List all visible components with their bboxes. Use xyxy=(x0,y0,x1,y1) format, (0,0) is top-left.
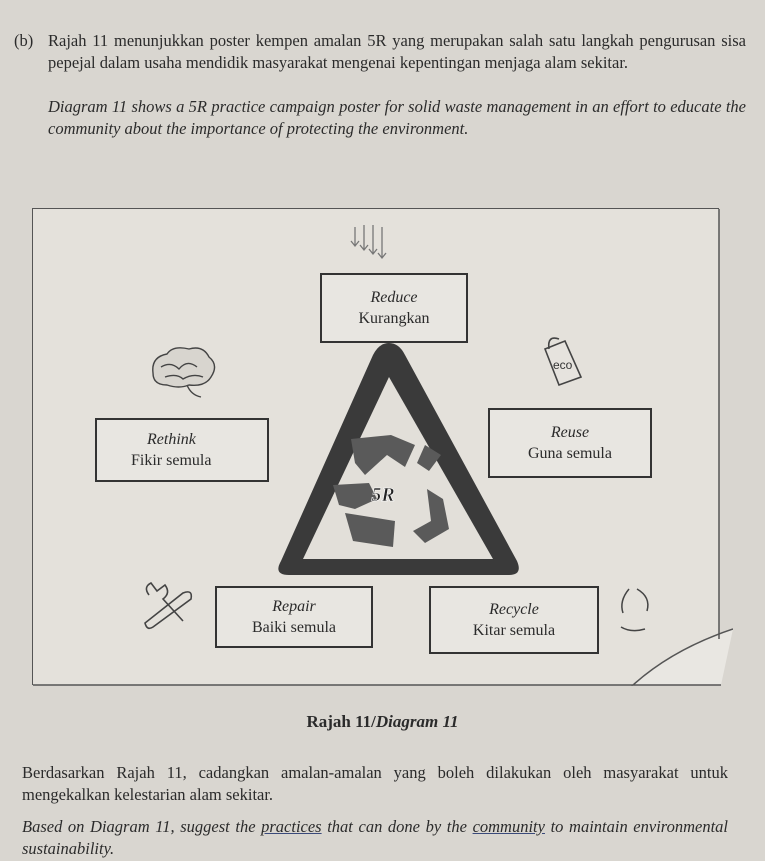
repair-label-ms: Baiki semula xyxy=(252,619,336,636)
reduce-label-ms: Kurangkan xyxy=(358,310,430,327)
reuse-label-ms: Guna semula xyxy=(528,445,612,462)
recycle-box xyxy=(429,586,599,654)
recycle-label-en: Recycle xyxy=(489,601,539,618)
caption-malay: Rajah 11/ xyxy=(306,712,376,731)
intro-english-text: Diagram 11 shows a 5R practice campaign poster for solid waste management in an effort to educate the community about the importance of protecting the environment. xyxy=(48,97,746,138)
reuse-label-en: Reuse xyxy=(550,424,590,441)
question-english-post: to maintain environmental sustainability. xyxy=(22,817,728,858)
arrows-down-icon xyxy=(351,225,386,258)
repair-label-en: Repair xyxy=(272,598,316,615)
question-malay-text: Berdasarkan Rajah 11, cadangkan amalan-amalan yang boleh dilakukan oleh masyarakat untuk mengekalkan kelestarian alam sekitar. xyxy=(22,763,728,804)
eco-label: eco xyxy=(553,358,573,372)
question-part-label: (b) xyxy=(14,31,34,50)
question-english-mid: that can done by the xyxy=(321,817,473,836)
question-english-pre: Based on Diagram 11, suggest the xyxy=(22,817,262,836)
rethink-label-en: Rethink xyxy=(147,431,196,448)
recycle-label-ms: Kitar semula xyxy=(472,622,556,639)
reduce-box xyxy=(320,273,468,343)
page-curl xyxy=(633,629,733,685)
question-malay-paragraph xyxy=(22,762,728,806)
reuse-box xyxy=(488,408,652,478)
poster-diagram xyxy=(32,208,719,685)
underlined-community: community xyxy=(472,817,545,836)
rethink-label-ms: Fikir semula xyxy=(131,452,212,469)
eco-bag-icon xyxy=(545,338,581,385)
underlined-practices: practices xyxy=(261,817,322,836)
intro-english-paragraph xyxy=(14,96,746,140)
tools-icon xyxy=(145,583,191,628)
diagram-caption xyxy=(0,712,765,732)
intro-malay-paragraph xyxy=(14,30,746,74)
reduce-label-en: Reduce xyxy=(370,289,418,306)
question-english-paragraph xyxy=(22,816,728,860)
brain-icon xyxy=(153,348,215,397)
center-5r-label: 5R xyxy=(371,484,395,506)
repair-box xyxy=(215,586,373,648)
cycle-arrow-icon xyxy=(621,589,648,631)
intro-malay-text: Rajah 11 menunjukkan poster kempen amalan 5R yang merupakan salah satu langkah pengurusan sisa pepejal dalam usaha mendidik masyarakat mengenai kepentingan menjaga alam sekitar. xyxy=(48,31,746,72)
caption-english: Diagram 11 xyxy=(375,712,459,731)
rethink-box xyxy=(95,418,269,482)
